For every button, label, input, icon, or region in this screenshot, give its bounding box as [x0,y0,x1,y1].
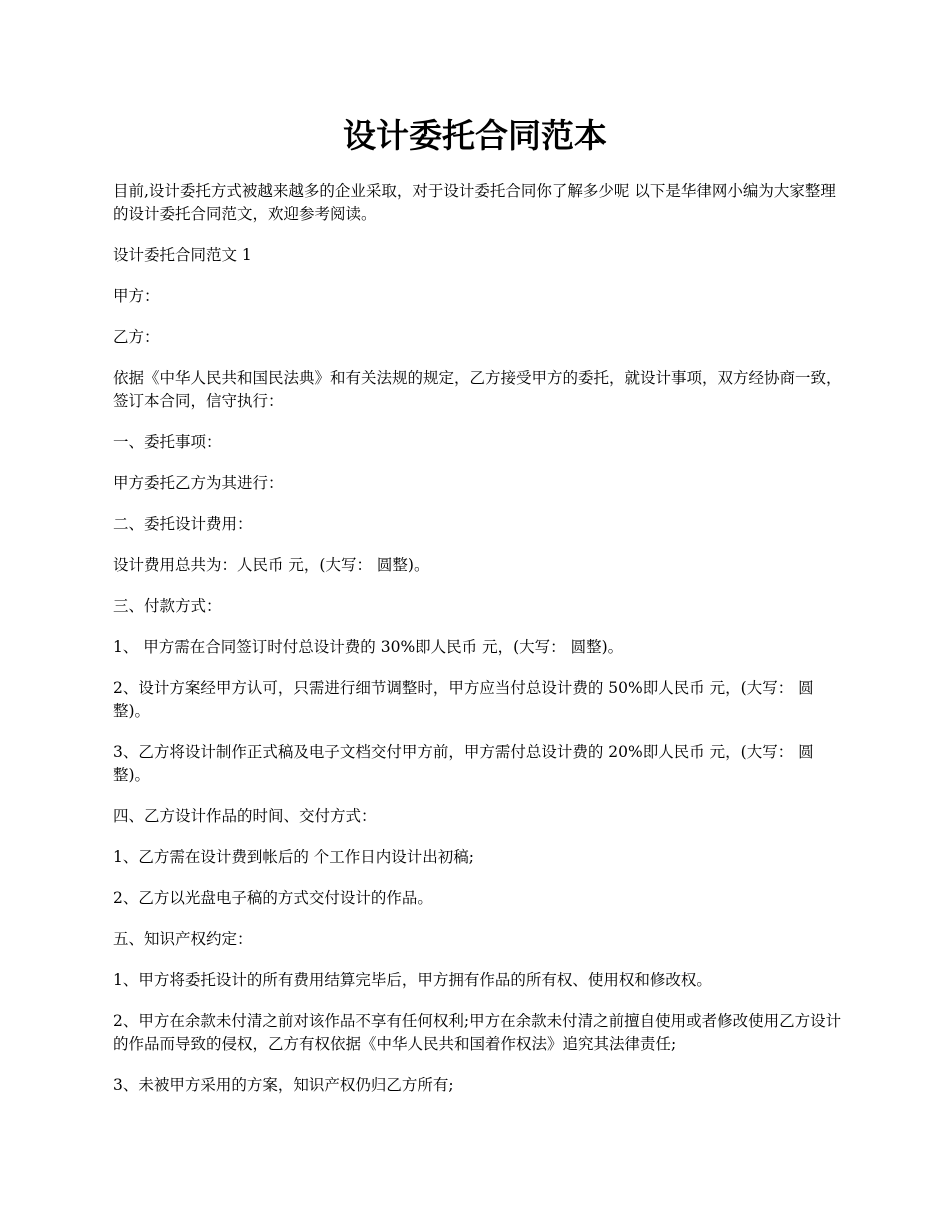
paragraph-party-a: 甲方： [113,287,160,305]
paragraph-clause-4-item-1: 1、乙方需在设计费到帐后的 个工作日内设计出初稿; [113,848,475,866]
paragraph-clause-4-item-2: 2、乙方以光盘电子稿的方式交付设计的作品。 [113,889,433,907]
paragraph-clause-3-item-2: 2、设计方案经甲方认可，只需进行细节调整时，甲方应当付总设计费的 50%即人民币 元，(大写： 圆整)。 [113,679,814,720]
paragraph-clause-3-item-3: 3、乙方将设计制作正式稿及电子文档交付甲方前，甲方需付总设计费的 20%即人民币 元，(大写： 圆整)。 [113,743,814,784]
document-title: 设计委托合同范本 [343,116,607,155]
paragraph-party-b: 乙方： [113,328,160,346]
paragraph-clause-5-item-1: 1、甲方将委托设计的所有费用结算完毕后，甲方拥有作品的所有权、使用权和修改权。 [113,971,712,989]
paragraph-clause-5-item-2: 2、甲方在余款未付清之前对该作品不享有任何权利;甲方在余款未付清之前擅自使用或者修改使用乙方设计的作品而导致的侵权，乙方有权依据《中华人民共和国着作权法》追究其法律责任; [113,1012,842,1053]
document-body [113,180,848,1115]
paragraph-section-heading: 设计委托合同范文 1 [113,246,252,264]
paragraph-clause-3-item-1: 1、 甲方需在合同签订时付总设计费的 30%即人民币 元，(大写： 圆整)。 [113,638,624,656]
paragraph-clause-4-heading: 四、乙方设计作品的时间、交付方式： [113,807,377,825]
paragraph-clause-5-item-3: 3、未被甲方采用的方案，知识产权仍归乙方所有; [113,1076,454,1094]
paragraph-clause-2-body: 设计费用总共为：人民币 元，(大写： 圆整)。 [113,556,430,574]
paragraph-intro: 目前,设计委托方式被越来越多的企业采取，对于设计委托合同你了解多少呢 以下是华律网小编为大家整理的设计委托合同范文，欢迎参考阅读。 [113,182,836,223]
paragraph-clause-5-heading: 五、知识产权约定： [113,930,253,948]
paragraph-basis: 依据《中华人民共和国民法典》和有关法规的规定，乙方接受甲方的委托，就设计事项，双方经协商一致，签订本合同，信守执行： [113,369,842,410]
paragraph-clause-3-heading: 三、付款方式： [113,597,222,615]
paragraph-clause-1-heading: 一、委托事项： [113,433,222,451]
paragraph-clause-2-heading: 二、委托设计费用： [113,515,253,533]
paragraph-clause-1-body: 甲方委托乙方为其进行： [113,474,284,492]
